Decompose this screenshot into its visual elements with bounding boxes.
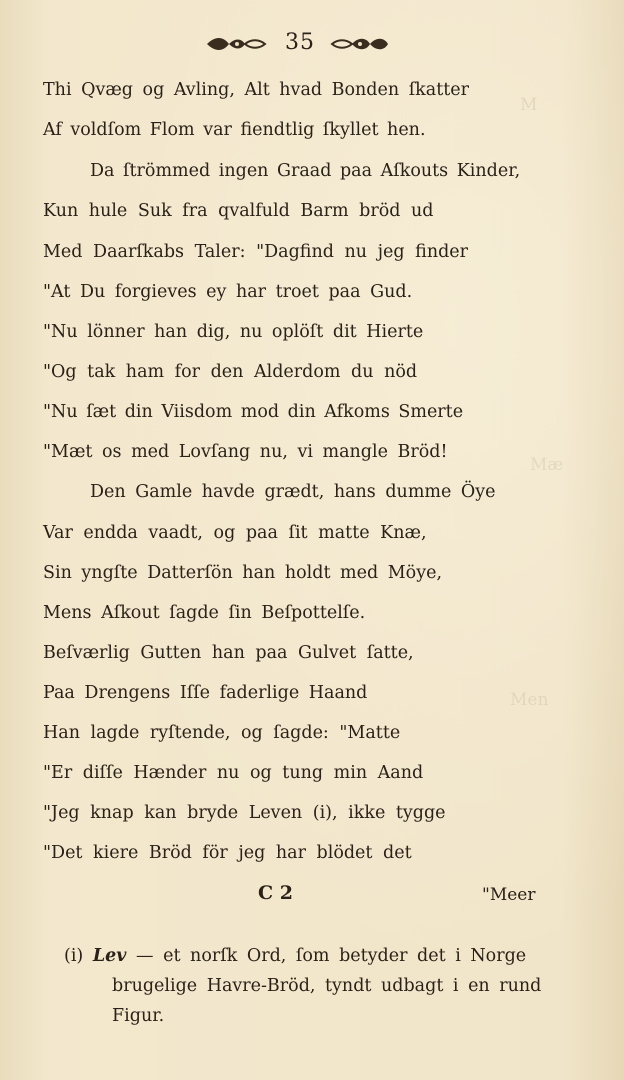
verse-line: Thi Qvæg og Avling, Alt hvad Bonden ſkatter: [43, 80, 470, 100]
verse-line: Beſværlig Gutten han paa Gulvet ſatte,: [43, 643, 414, 663]
verse-line: "Og tak ham for den Alderdom du nöd: [43, 362, 418, 382]
verse-line: "Jeg knap kan bryde Leven (i), ikke tygge: [43, 803, 446, 823]
footnote-term: Lev: [92, 946, 127, 966]
verse-line: Den Gamle havde grædt, hans dumme Öye: [90, 482, 496, 502]
footnote-line: Figur.: [112, 1006, 165, 1026]
footnote-text: — et norſk Ord, ſom betyder det i Norge: [136, 946, 527, 966]
book-page: 35 M Mæ Men Thi Qvæg og Avling, Alt hvad Bonden ſkatter Af voldſom Flom var fiendtlig ſkyllet hen. Da ſtrömmed ingen Graad paa Aſkouts Kinder, Kun hule Suk fra qvalfuld Barm bröd ud Med Daarſkabs Taler: "Dagfind nu jeg finder "At Du forgieves ey har troet paa Gud. "Nu lönner han dig, nu oplöſt dit Hierte "Og tak ham for den Alderdom du nöd "Nu ſæt din Viisdom mod din Afkoms Smerte "Mæt os med Lovſang nu, vi mangle Bröd! Den Gamle havde grædt, hans dumme Öye Var endda vaadt, og paa ſit matte Knæ, Sin yngſte Datterſön han holdt med Möye, Mens Aſkout ſagde ſin Beſpottelſe. Beſværlig Gutten han paa Gulvet ſatte, Paa Drengens Iſſe faderlige Haand Han lagde ryſtende, og ſagde: "Matte "Er diſſe Hænder nu og tung min Aand "Jeg knap kan bryde Leven (i), ikke tygge "Det kiere Bröd för jeg har blödet det C 2 "Meer (i) Lev — et norſk Ord, ſom betyder det i Norge brugelige Havre-Bröd, tyndt udbagt i en rund Figur.: [0, 0, 624, 1080]
verse-line: "Det kiere Bröd för jeg har blödet det: [43, 843, 412, 863]
verse-line: Han lagde ryſtende, og ſagde: "Matte: [43, 723, 401, 743]
footnote-marker: (i): [64, 946, 84, 966]
signature-mark: C 2: [258, 882, 293, 904]
verse-line: "Mæt os med Lovſang nu, vi mangle Bröd!: [43, 442, 448, 462]
right-ornament-icon: [330, 34, 390, 54]
verse-line: Var endda vaadt, og paa ſit matte Knæ,: [43, 523, 427, 543]
verse-line: Paa Drengens Iſſe faderlige Haand: [43, 683, 368, 703]
page-header: [0, 28, 624, 62]
verse-line: Sin yngſte Datterſön han holdt med Möye,: [43, 563, 443, 583]
verse-line: "Er diſſe Hænder nu og tung min Aand: [43, 763, 424, 783]
catchword: "Meer: [482, 885, 536, 905]
verse-line: Mens Aſkout ſagde ſin Beſpottelſe.: [43, 603, 366, 623]
page-number: 35: [285, 30, 315, 55]
verse-line: Af voldſom Flom var fiendtlig ſkyllet hen.: [43, 120, 426, 140]
left-ornament-icon: [205, 34, 267, 54]
footnote-line: [64, 945, 526, 967]
verse-line: "Nu ſæt din Viisdom mod din Afkoms Smerte: [43, 402, 464, 422]
verse-line: Da ſtrömmed ingen Graad paa Aſkouts Kinder,: [90, 161, 521, 181]
verse-line: Kun hule Suk fra qvalfuld Barm bröd ud: [43, 201, 434, 221]
verse-line: Med Daarſkabs Taler: "Dagfind nu jeg finder: [43, 242, 469, 262]
signature-row: [0, 882, 624, 910]
verse-line: "At Du forgieves ey har troet paa Gud.: [43, 282, 413, 302]
footnote-line: brugelige Havre-Bröd, tyndt udbagt i en rund: [112, 976, 542, 996]
verse-line: "Nu lönner han dig, nu oplöſt dit Hierte: [43, 322, 424, 342]
